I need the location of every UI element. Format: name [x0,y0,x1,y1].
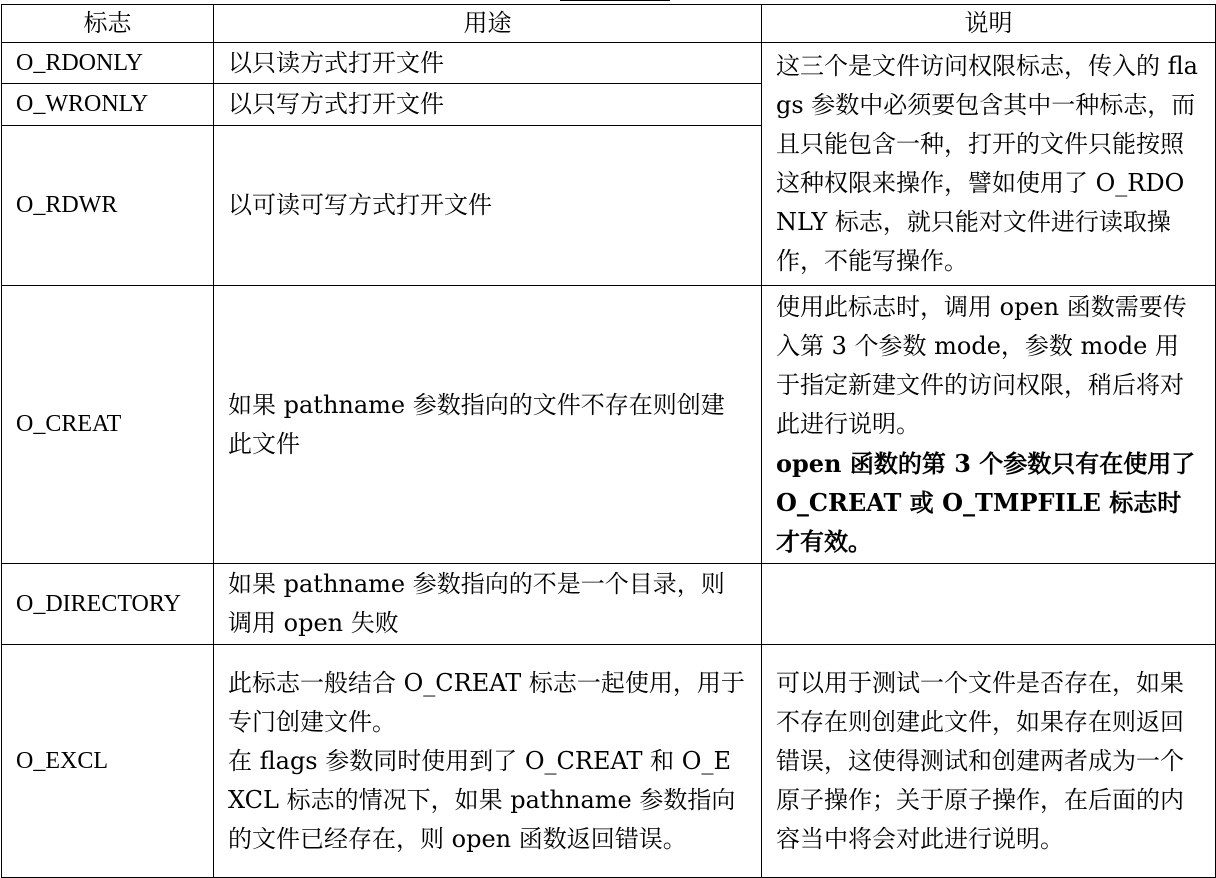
flag-cell: O_CREAT [2,286,214,564]
table-row [2,564,1216,645]
note-cell-access-modes: 这三个是文件访问权限标志，传入的 flags 参数中必须要包含其中一种标志，而且只能包含一种，打开的文件只能按照这种权限来操作，譬如使用了 O_RDONLY 标志，就只能对文件进行读取操作，不能写操作。 [762,43,1216,286]
note-cell-creat [762,286,1216,564]
note-creat-emphasis: open 函数的第 3 个参数只有在使用了 O_CREAT 或 O_TMPFILE 标志时才有效。 [776,449,1196,556]
flag-cell: O_RDONLY [2,43,214,84]
note-creat-text: 使用此标志时，调用 open 函数需要传入第 3 个参数 mode，参数 mode 用于指定新建文件的访问权限，稍后将对此进行说明。 [776,293,1187,438]
table-row [2,286,1216,564]
header-flag: 标志 [2,5,214,43]
purpose-cell: 以可读可写方式打开文件 [214,125,762,285]
note-cell-excl: 可以用于测试一个文件是否存在，如果不存在则创建此文件，如果存在则返回错误，这使得测试和创建两者成为一个原子操作；关于原子操作，在后面的内容当中将会对此进行说明。 [762,645,1216,878]
table-row [2,645,1216,878]
purpose-cell: 如果 pathname 参数指向的不是一个目录，则调用 open 失败 [214,564,762,645]
flag-cell: O_DIRECTORY [2,564,214,645]
purpose-cell: 如果 pathname 参数指向的文件不存在则创建此文件 [214,286,762,564]
purpose-cell: 以只读方式打开文件 [214,43,762,84]
note-cell-directory [762,564,1216,645]
open-flags-table [1,4,1216,878]
header-purpose: 用途 [214,5,762,43]
flag-cell: O_WRONLY [2,84,214,125]
purpose-cell: 以只写方式打开文件 [214,84,762,125]
flag-cell: O_RDWR [2,125,214,285]
table-row [2,43,1216,84]
header-row [2,5,1216,43]
purpose-cell: 此标志一般结合 O_CREAT 标志一起使用，用于专门创建文件。 在 flags 参数同时使用到了 O_CREAT 和 O_EXCL 标志的情况下，如果 pathname 参数指向的文件已经存在，则 open 函数返回错误。 [214,645,762,878]
header-note: 说明 [762,5,1216,43]
flag-cell: O_EXCL [2,645,214,878]
